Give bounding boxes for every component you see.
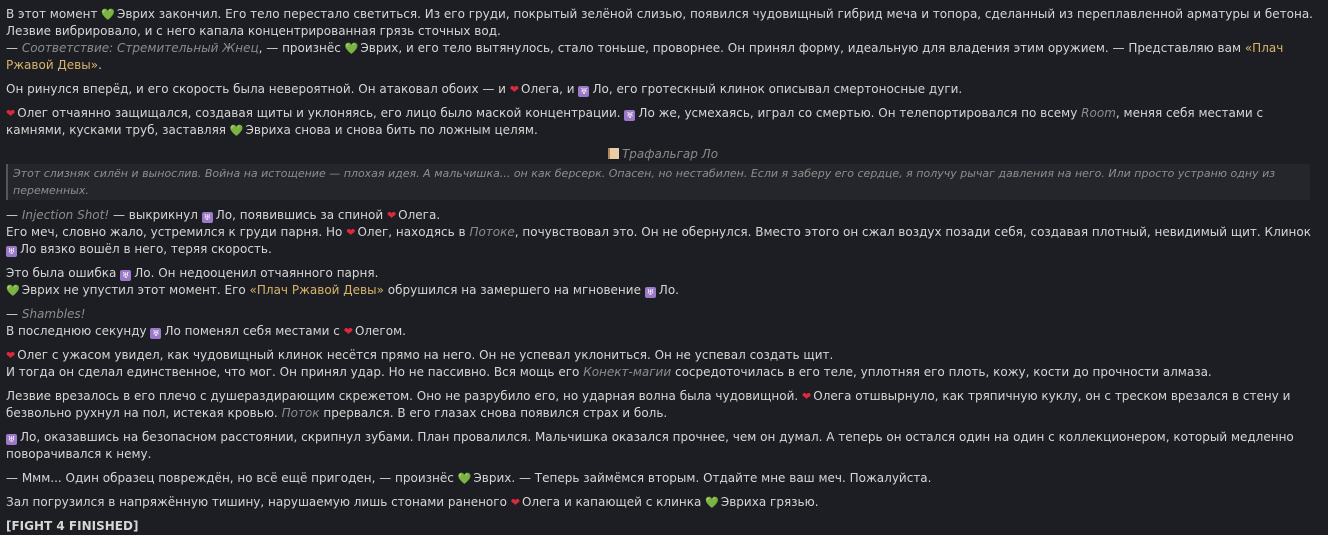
skill-name: Room bbox=[1081, 106, 1116, 120]
red-heart-icon: ❤ bbox=[386, 209, 397, 222]
red-heart-icon: ❤ bbox=[510, 496, 520, 509]
paragraph-11 bbox=[6, 494, 1320, 511]
skill-name: Соответствие: Стремительный Жнец bbox=[21, 41, 259, 55]
name-lo: Ло bbox=[658, 283, 676, 297]
red-heart-icon: ❤ bbox=[509, 83, 520, 96]
lo-badge-icon: ♅ bbox=[7, 435, 16, 444]
name-lo: Ло bbox=[20, 242, 37, 256]
text: И тогда он сделал единственное, что мог. Он принял удар. Но не пассивно. Вся мощь его bbox=[6, 365, 580, 379]
name-oleg: Олегом bbox=[354, 324, 403, 338]
text: вязко вошёл в него, теряя скорость. bbox=[40, 242, 272, 256]
name-evrih: Эврих bbox=[116, 7, 155, 21]
green-heart-icon: 💚 bbox=[457, 472, 472, 485]
red-heart-icon: ❤ bbox=[343, 325, 353, 338]
paragraph-4 bbox=[6, 207, 1320, 258]
green-heart-icon: 💚 bbox=[344, 42, 359, 55]
name-evrih: Эврих bbox=[360, 41, 399, 55]
text: прервался. В его глазах снова появился страх и боль. bbox=[323, 406, 668, 420]
text: . bbox=[436, 208, 441, 222]
fight-status: [FIGHT 4 FINISHED] bbox=[6, 519, 139, 533]
text: — bbox=[6, 307, 22, 321]
weapon-name: «Плач Ржавой Девы» bbox=[249, 283, 384, 297]
text: . bbox=[98, 58, 102, 72]
text: , меняя себя местами с камнями, кусками труб, заставляя bbox=[6, 106, 1264, 137]
text: . bbox=[675, 283, 679, 297]
green-heart-icon: 💚 bbox=[229, 124, 244, 137]
red-heart-icon: ❤ bbox=[346, 226, 356, 239]
weapon-name: «Плач Ржавой Девы» bbox=[6, 41, 1284, 72]
red-heart-icon: ❤ bbox=[802, 390, 812, 403]
text: — выкрикнул bbox=[109, 208, 198, 222]
text: не упустил этот момент. Его bbox=[63, 283, 246, 297]
text: , его гротескный клинок описывал смертоносные дуги. bbox=[608, 82, 963, 96]
lo-badge-icon: ♅ bbox=[122, 271, 130, 280]
skill-name: Injection Shot! bbox=[21, 208, 110, 222]
name-lo: Ло bbox=[638, 106, 655, 120]
red-heart-icon: ❤ bbox=[6, 107, 16, 120]
lo-badge-icon: ♅ bbox=[152, 329, 160, 338]
text: снова и снова бить по ложным целям. bbox=[294, 123, 538, 137]
text: и капающей с клинка bbox=[563, 495, 702, 509]
paragraph-10 bbox=[6, 470, 1320, 487]
lo-badge-icon: ♅ bbox=[580, 87, 588, 96]
text: закончил. Его тело перестало светиться. Из его груди, покрытый зелёной слизью, появился чудовищный гибрид меча и топора, сделанный из переплавленной арматуры и бетона. Лезвие вибрировало, и с него капала концентрированная грязь сточных вод. bbox=[6, 7, 1313, 38]
text: сосредоточилась в его теле, уплотняя его плоть, кожу, кости до прочности алмаза. bbox=[674, 365, 1212, 379]
text: поменял себя местами с bbox=[184, 324, 340, 338]
text: . bbox=[402, 324, 406, 338]
name-lo: Ло bbox=[20, 430, 37, 444]
text: , — произнёс bbox=[258, 41, 341, 55]
lo-badge-icon: ♅ bbox=[646, 288, 654, 297]
scroll-icon bbox=[608, 148, 619, 159]
name-oleg: Олега bbox=[521, 82, 560, 96]
text: , оказавшись на безопасном расстоянии, скрипнул зубами. План провалился. Мальчишка оказался прочнее, чем он думал. А теперь он остался один на один с коллекционером, который медленно поворачивался к нему. bbox=[6, 430, 1294, 461]
skill-name: Поток bbox=[281, 406, 320, 420]
paragraph-9 bbox=[6, 429, 1320, 463]
name-oleg: Олега bbox=[398, 208, 437, 222]
green-heart-icon: 💚 bbox=[705, 496, 719, 509]
name-evrih: Эврих bbox=[473, 471, 512, 485]
skill-name: Конект-магии bbox=[583, 365, 672, 379]
text: . — Теперь займёмся вторым. Отдайте мне ваш меч. Пожалуйста. bbox=[511, 471, 932, 485]
text: обрушился на замершего на мгновение bbox=[387, 283, 641, 297]
green-heart-icon: 💚 bbox=[101, 8, 115, 21]
text: , и bbox=[559, 82, 575, 96]
text: Его меч, словно жало, устремился к груди парня. Но bbox=[6, 225, 343, 239]
name-oleg: Олег bbox=[17, 348, 49, 362]
text: , почувствовал это. Он не обернулся. Вместо этого он сжал воздух позади себя, создавая плотный, невидимый щит. Клинок bbox=[514, 225, 1311, 239]
text: — Ммм... Один образец повреждён, но всё ещё пригоден, — произнёс bbox=[6, 471, 454, 485]
name-lo: Ло bbox=[592, 82, 609, 96]
paragraph-1 bbox=[6, 6, 1320, 74]
text: , появившись за спиной bbox=[232, 208, 384, 222]
name-oleg: Олега bbox=[813, 389, 852, 403]
lo-badge-icon: ♅ bbox=[626, 111, 634, 120]
text: отчаянно защищался, создавая щиты и уклоняясь, его лицо было маской концентрации. bbox=[51, 106, 621, 120]
name-oleg: Олег bbox=[17, 106, 49, 120]
text: с ужасом увидел, как чудовищный клинок несётся прямо на него. Он не успевал уклониться. Он не успевал создать щит. bbox=[51, 348, 834, 362]
name-oleg: Олег bbox=[357, 225, 389, 239]
text: же, усмехаясь, играл со смертью. Он телепортировался по всему bbox=[658, 106, 1078, 120]
text: Зал погрузился в напряжённую тишину, нарушаемую лишь стонами раненого bbox=[6, 495, 507, 509]
text: — bbox=[6, 208, 22, 222]
text: В последнюю секунду bbox=[6, 324, 147, 338]
red-heart-icon: ❤ bbox=[6, 349, 16, 362]
skill-name: Потоке bbox=[469, 225, 515, 239]
speaker-header bbox=[6, 146, 1320, 163]
paragraph-6 bbox=[6, 306, 1320, 340]
name-oleg: Олега bbox=[521, 495, 561, 509]
name-evrih: Эвриха bbox=[245, 123, 291, 137]
lo-badge-icon: ♅ bbox=[7, 247, 16, 256]
text: Он ринулся вперёд, и его скорость была невероятной. Он атаковал обоих — и bbox=[6, 82, 506, 96]
paragraph-3 bbox=[6, 105, 1320, 139]
skill-name: Shambles! bbox=[21, 307, 86, 321]
text: . Он недооценил отчаянного парня. bbox=[150, 266, 379, 280]
paragraph-8 bbox=[6, 388, 1320, 422]
thought-quote: Этот слизняк силён и вынослив. Война на истощение — плохая идея. А мальчишка... он как берсерк. Опасен, но нестабилен. Если я заберу его сердце, я получу рычаг давления на него. Или просто устраню одну из переменных. bbox=[6, 164, 1310, 200]
name-lo: Ло bbox=[215, 208, 233, 222]
paragraph-2 bbox=[6, 81, 1320, 98]
text: — bbox=[6, 41, 22, 55]
paragraph-7 bbox=[6, 347, 1320, 381]
text: грязью. bbox=[770, 495, 819, 509]
name-evrih: Эвриха bbox=[720, 495, 767, 509]
text: В этот момент bbox=[6, 7, 98, 21]
text: , находясь в bbox=[388, 225, 466, 239]
paragraph-5 bbox=[6, 265, 1320, 299]
green-heart-icon: 💚 bbox=[6, 284, 20, 297]
speaker-name: Трафальгар Ло bbox=[621, 147, 719, 161]
text: Это была ошибка bbox=[6, 266, 117, 280]
name-lo: Ло bbox=[164, 324, 181, 338]
text: отшвырнуло, как тряпичную куклу, он с треском врезался в стену и безвольно рухнул на пол, истекая кровью. bbox=[6, 389, 1291, 420]
name-evrih: Эврих bbox=[21, 283, 60, 297]
name-lo: Ло bbox=[134, 266, 151, 280]
text: Лезвие врезалось в его плечо с душераздирающим скрежетом. Оно не разрубило его, но ударная волна была чудовищной. bbox=[6, 389, 799, 403]
lo-badge-icon: ♅ bbox=[203, 213, 211, 222]
text: , и его тело вытянулось, стало тоньше, проворнее. Он принял форму, идеальную для владения этим оружием. — Представляю вам bbox=[398, 41, 1241, 55]
